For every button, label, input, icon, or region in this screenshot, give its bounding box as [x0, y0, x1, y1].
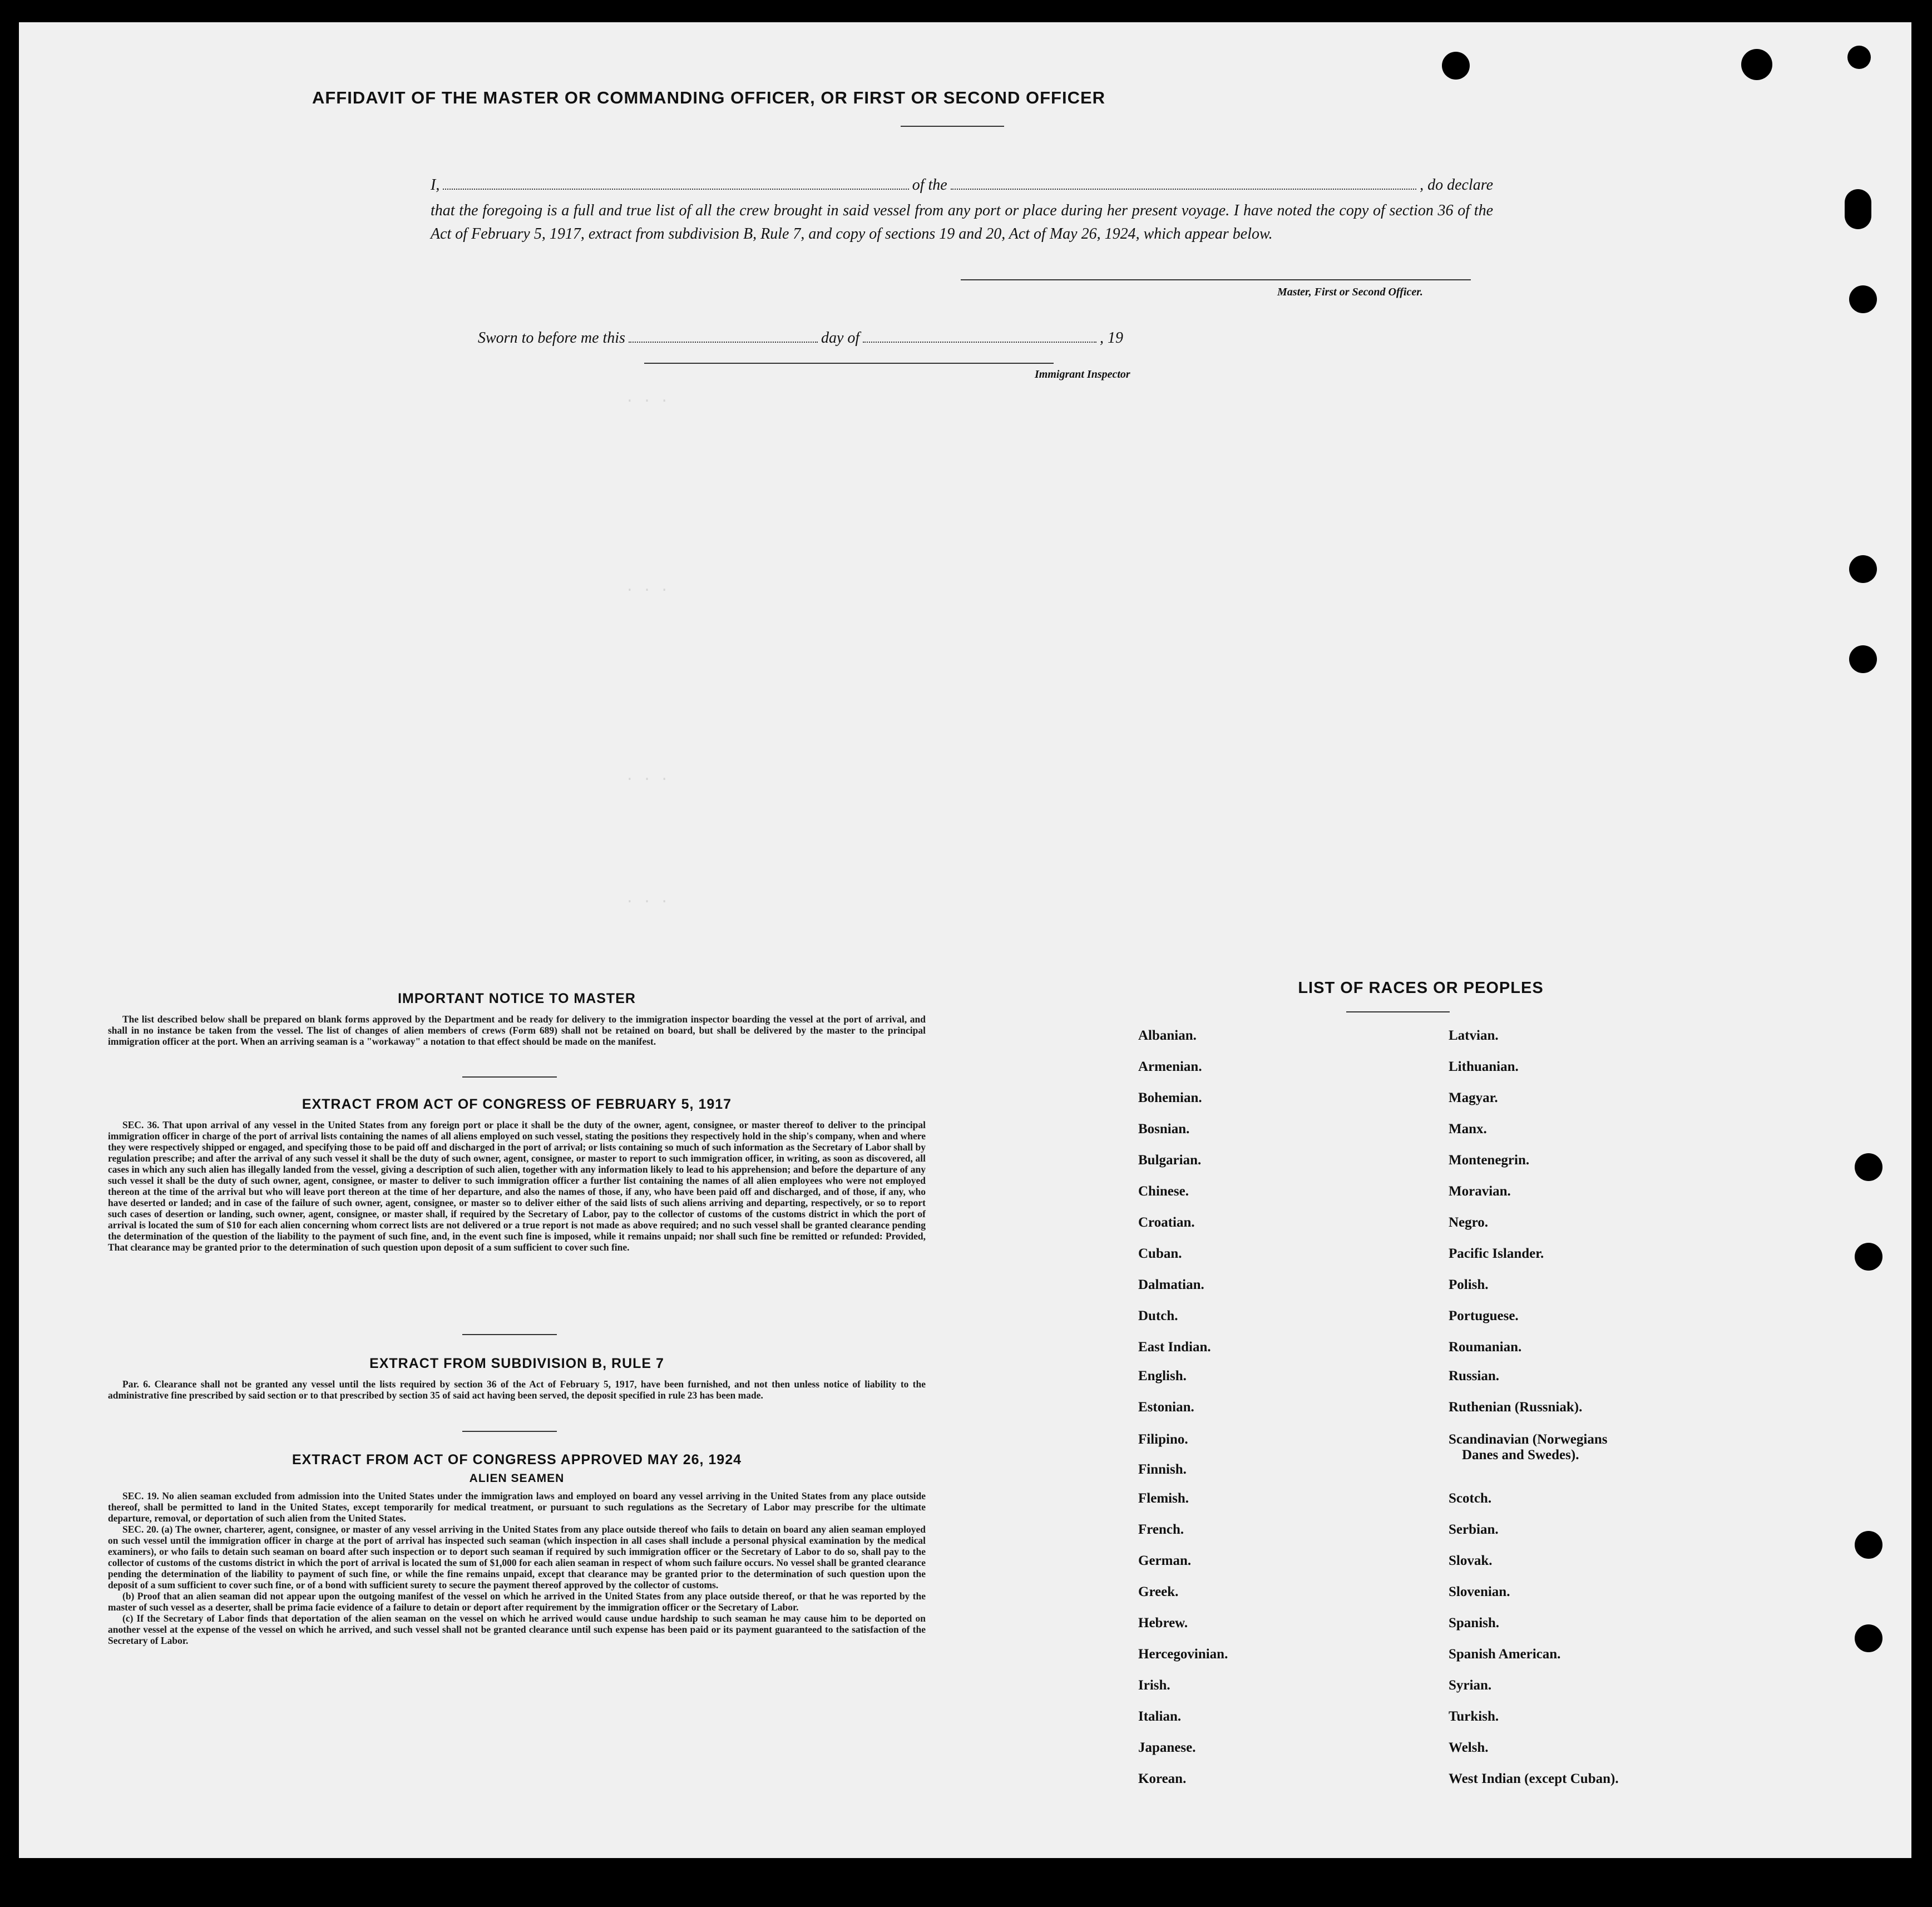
race-right: Lithuanian. [1449, 1059, 1519, 1074]
race-right: Pacific Islander. [1449, 1246, 1544, 1261]
divider [462, 1334, 557, 1335]
punch-hole [1849, 645, 1877, 673]
punch-hole [1855, 1153, 1882, 1181]
races-title: LIST OF RACES OR PEOPLES [1298, 979, 1544, 997]
bleed-through-marks: . . . [625, 768, 669, 784]
race-right: Scotch. [1449, 1491, 1492, 1506]
divider [1346, 1011, 1450, 1012]
race-left: Cuban. [1138, 1246, 1182, 1261]
sec-20a-text: SEC. 20. (a) The owner, charterer, agent, consignee, or master of any vessel arriving in the United States from any place outside thereof who fails to detain on board any alien seaman employed on such vessel until the immigration officer in charge at the port of arrival has inspected such seaman (which inspection in all cases shall include a personal physical examination by the medical examiners), or who fails to detain such seaman on board after such inspection or to deport such seaman if required by such immigration officer or the Secretary of Labor to do so, shall pay to the collector of customs of the customs district in which the port of arrival is located the sum of $1,000 for each alien seaman in respect of whom such failure occurs. No vessel shall be granted clearance pending the determination of the liability to payment of such fine, or while the fine remains unpaid, except that clearance may be granted prior to the determination of such question upon the deposit of a sum sufficient to cover such fine, or of a bond with sufficient surety to secure the payment thereof approved by the collector of customs. [108, 1524, 926, 1590]
punch-hole [1855, 1531, 1882, 1559]
sec-19-text: SEC. 19. No alien seaman excluded from admission into the United States under the immigration laws and employed on board any vessel arriving in the United States from any place outside thereof, shall be permitted to land in the United States, except temporarily for medical treatment, or pursuant to such regulations as the Secretary of Labor may prescribe for the ultimate departure, removal, or deportation of such alien from the United States. [108, 1490, 926, 1524]
race-left: Dutch. [1138, 1308, 1178, 1323]
notice-body [108, 1014, 926, 1047]
label-day-of: day of [821, 329, 860, 347]
race-right: Montenegrin. [1449, 1153, 1530, 1168]
name-field[interactable] [443, 176, 908, 190]
race-right: Latvian. [1449, 1028, 1499, 1043]
race-right: Syrian. [1449, 1678, 1492, 1693]
label-do-declare: , do declare [1420, 176, 1493, 194]
extract-1917-title: EXTRACT FROM ACT OF CONGRESS OF FEBRUARY 5, 1917 [302, 1096, 732, 1112]
race-left: Bosnian. [1138, 1122, 1190, 1137]
label-year: , 19 [1100, 329, 1123, 347]
extract-1917-body [108, 1119, 926, 1253]
race-left: Finnish. [1138, 1462, 1187, 1477]
alien-seamen-subtitle: ALIEN SEAMEN [469, 1472, 565, 1485]
inspector-signature-line[interactable] [644, 363, 1054, 364]
affidavit-declaration-line [431, 174, 1493, 197]
race-right: Russian. [1449, 1369, 1500, 1384]
race-left: Korean. [1138, 1771, 1187, 1786]
race-right: Scandinavian (Norwegians [1449, 1432, 1608, 1447]
vessel-field[interactable] [951, 176, 1416, 190]
race-left: Dalmatian. [1138, 1277, 1204, 1292]
race-right: Negro. [1449, 1215, 1489, 1230]
race-left: French. [1138, 1522, 1184, 1537]
race-right: Magyar. [1449, 1090, 1498, 1105]
sworn-line [478, 329, 1123, 347]
notice-text: The list described below shall be prepared on blank forms approved by the Department and be ready for delivery to the immigration inspector boarding the vessel at the port of arrival, and shall in no instance be taken from the vessel. The list of changes of alien members of crews (Form 689) shall not be retained on board, but shall be delivered by the master to the principal immigration officer at the port. When an arriving seaman is a "workaway" a notation to that effect should be made on the manifest. [108, 1014, 926, 1047]
affidavit-title: AFFIDAVIT OF THE MASTER OR COMMANDING OFFICER, OR FIRST OR SECOND OFFICER [312, 88, 1106, 107]
punch-hole [1855, 1624, 1882, 1652]
race-left: Greek. [1138, 1584, 1179, 1599]
race-right: Spanish. [1449, 1615, 1500, 1631]
race-left: Armenian. [1138, 1059, 1202, 1074]
race-right: Portuguese. [1449, 1308, 1519, 1323]
master-signature-line[interactable] [961, 279, 1471, 280]
divider [462, 1076, 557, 1078]
par-6-text: Par. 6. Clearance shall not be granted any vessel until the lists required by section 36 of the Act of February 5, 1917, have been furnished, and not then unless notice of liability to the administrative fine prescribed by said section or to that prescribed by section 35 of said act having been served, the deposit specified in rule 23 has been made. [108, 1379, 926, 1401]
bleed-through-marks: . . . [625, 579, 669, 595]
notice-title: IMPORTANT NOTICE TO MASTER [398, 991, 636, 1006]
punch-hole [1845, 189, 1871, 229]
race-right: Welsh. [1449, 1740, 1489, 1755]
punch-hole [1855, 1243, 1882, 1271]
punch-hole [1847, 46, 1871, 69]
race-left: Chinese. [1138, 1184, 1189, 1199]
label-i: I, [431, 176, 440, 194]
race-left: Estonian. [1138, 1400, 1194, 1415]
extract-rule7-body [108, 1379, 926, 1401]
race-left: Croatian. [1138, 1215, 1195, 1230]
race-right: Turkish. [1449, 1709, 1499, 1724]
race-left: Hercegovinian. [1138, 1647, 1228, 1662]
form-page [19, 22, 1911, 1858]
bleed-through-marks: . . . [625, 389, 669, 406]
label-sworn: Sworn to before me this [478, 329, 625, 347]
punch-hole [1849, 285, 1877, 313]
extract-1924-title: EXTRACT FROM ACT OF CONGRESS APPROVED MAY 26, 1924 [291, 1452, 742, 1468]
inspector-signature-label: Immigrant Inspector [1035, 368, 1130, 381]
race-left: Italian. [1138, 1709, 1182, 1724]
punch-hole [1442, 52, 1470, 80]
punch-hole [1741, 49, 1772, 80]
label-of-the: of the [912, 176, 947, 194]
extract-1924-body [108, 1490, 926, 1646]
race-left: Bohemian. [1138, 1090, 1202, 1105]
race-left: Irish. [1138, 1678, 1170, 1693]
race-left: German. [1138, 1553, 1192, 1568]
race-right: Manx. [1449, 1122, 1487, 1137]
race-right: West Indian (except Cuban). [1449, 1771, 1619, 1786]
sec-36-text: SEC. 36. That upon arrival of any vessel in the United States from any foreign port or place it shall be the duty of the owner, agent, consignee, or master thereof to deliver to the principal immigration officer in charge of the port of arrival lists containing the names of all aliens employed on such vessel, stating the positions they respectively hold in the ship's company, when and where they were respectively shipped or engaged, and specifying those to be paid off and discharged in the port of arrival; or lists containing so much of such information as the Secretary of Labor shall by regulation prescribe; and after the arrival of any such vessel it shall be the duty of such owner, agent, consignee, or master to report to such immigration officer, in writing, as soon as discovered, all cases in which any such alien has illegally landed from the vessel, giving a description of such alien, together with any information likely to lead to his apprehension; and before the departure of any such vessel it shall be the duty of such owner, agent, consignee, or master to deliver to such immigration officer a further list containing the names of all alien employees who were not employed thereon at the time of the arrival but who will leave port thereon at the time of her departure, and also the names of those, if any, who have been paid off and discharged, and of those, if any, who have deserted or landed; and in case of the failure of such owner, agent, consignee, or master so to deliver either of the said lists of such aliens arriving and departing, respectively, or so to report such cases of desertion or landing, such owner, agent, consignee, or master shall, if required by the Secretary of Labor, pay to the collector of customs of the customs district in which the port of arrival is located the sum of $10 for each alien concerning whom correct lists are not delivered or a true report is not made as above required; and no such vessel shall be granted clearance pending the determination of the question of the liability to the payment of such fine, and, in the event such fine is imposed, while it remains unpaid; nor shall such fine be remitted or refunded: Provided, That clearance may be granted prior to the determination of such question upon deposit of a sum sufficient to cover such fine. [108, 1119, 926, 1253]
bleed-through-marks: . . . [625, 890, 669, 907]
race-left: Japanese. [1138, 1740, 1196, 1755]
race-right-continuation: Danes and Swedes). [1462, 1447, 1579, 1463]
race-left: Bulgarian. [1138, 1153, 1202, 1168]
race-right: Slovak. [1449, 1553, 1493, 1568]
race-right: Ruthenian (Russniak). [1449, 1400, 1583, 1415]
race-right: Spanish American. [1449, 1647, 1561, 1662]
divider [901, 126, 1004, 127]
extract-rule7-title: EXTRACT FROM SUBDIVISION B, RULE 7 [369, 1356, 664, 1371]
race-right: Polish. [1449, 1277, 1489, 1292]
race-right: Slovenian. [1449, 1584, 1510, 1599]
race-right: Moravian. [1449, 1184, 1511, 1199]
master-signature-label: Master, First or Second Officer. [1277, 286, 1423, 298]
race-right: Roumanian. [1449, 1340, 1522, 1355]
race-left: East Indian. [1138, 1340, 1211, 1355]
race-left: Hebrew. [1138, 1615, 1188, 1631]
sec-20b-text: (b) Proof that an alien seaman did not appear upon the outgoing manifest of the vessel on which he arrived in the United States from any place outside thereof, or that he was reported by the master of such vessel as a deserter, shall be prima facie evidence of a failure to detain or deport after requirement by the immigration officer or the Secretary of Labor. [108, 1590, 926, 1613]
sworn-month-field[interactable] [863, 329, 1096, 343]
race-left: Filipino. [1138, 1432, 1188, 1447]
sworn-day-field[interactable] [629, 329, 818, 343]
race-right: Serbian. [1449, 1522, 1499, 1537]
affidavit-paragraph: that the foregoing is a full and true list of all the crew brought in said vessel from any port or place during her present voyage. I have noted the copy of section 36 of the Act of February 5, 1917, extract from subdivision B, Rule 7, and copy of sections 19 and 20, Act of May 26, 1924, which appear below. [431, 202, 1493, 243]
race-left: English. [1138, 1369, 1187, 1384]
sec-20c-text: (c) If the Secretary of Labor finds that deportation of the alien seaman on the vessel on which he arrived would cause undue hardship to such seaman he may cause him to be deported on another vessel at the expense of the vessel on which he arrived, and such vessel shall not be granted clearance until such expense has been paid or its payment guaranteed to the satisfaction of the Secretary of Labor. [108, 1613, 926, 1646]
punch-hole [1849, 555, 1877, 583]
divider [462, 1431, 557, 1432]
race-left: Flemish. [1138, 1491, 1189, 1506]
race-left: Albanian. [1138, 1028, 1197, 1043]
